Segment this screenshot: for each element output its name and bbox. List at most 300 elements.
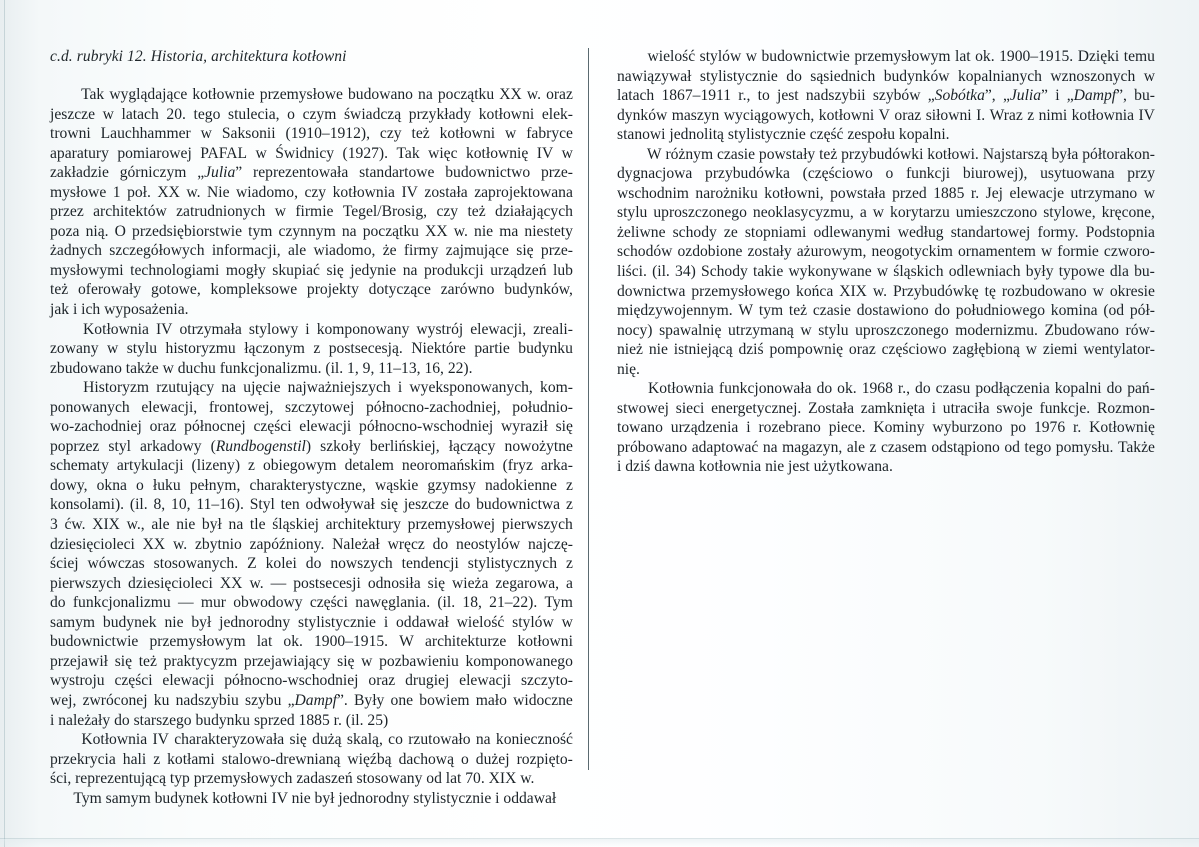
text-word: przybudówki [841, 145, 924, 163]
text-word: śląskiej [272, 516, 319, 534]
text-word: ten [280, 496, 300, 514]
text-line [617, 106, 1155, 126]
text-word: utraciła [942, 399, 990, 417]
text-word: detalem [344, 457, 394, 475]
text-word: wąskie [375, 476, 419, 494]
text-word: stylu [126, 340, 158, 358]
text-word: w [274, 203, 286, 221]
text-line [617, 164, 1155, 184]
paragraph-indent [617, 145, 643, 165]
text-word: ale [287, 242, 307, 260]
text-word: Należał [332, 535, 380, 553]
text-word: a [859, 204, 867, 222]
text-word: narożniku [695, 184, 758, 202]
text-word: ściej [50, 555, 79, 573]
text-word: się [516, 242, 534, 260]
paragraph [617, 379, 1155, 477]
text-word: kotłowi. [927, 145, 979, 163]
text-word: 21–22). [489, 594, 538, 612]
text-word: lat [256, 633, 273, 651]
text-word: one [390, 691, 414, 709]
text-word: na [221, 379, 237, 397]
text-word: górniczym [119, 164, 187, 182]
text-word: w. [186, 183, 201, 201]
text-word: się [427, 574, 445, 592]
text-word: Rozmon- [1096, 399, 1155, 417]
text-word: jeszcze [50, 105, 96, 123]
text-word: w [1025, 341, 1038, 359]
text-word: stopniami [744, 223, 807, 241]
text-line [50, 417, 573, 437]
text-word: arkadowy [140, 437, 202, 455]
text-word: kom- [540, 379, 573, 397]
text-word: okresie [1109, 282, 1155, 300]
text-word: przykłady [408, 105, 472, 123]
text-word: przemysłowego [691, 282, 791, 300]
text-word: 1976 [1033, 419, 1066, 437]
text-line [617, 301, 1155, 321]
text-word: tego [1024, 438, 1052, 456]
text-word: to [757, 87, 770, 105]
text-word: frontowej, [208, 398, 274, 416]
text-word: funkcje. [1039, 399, 1091, 417]
text-word: częściowo [881, 341, 947, 359]
text-word: też [411, 125, 430, 143]
text-word: urządzenia [670, 419, 739, 437]
text-word: początku [437, 86, 495, 103]
text-word: stylistycznie [298, 613, 376, 631]
text-word: pierwszych [50, 574, 122, 592]
text-word: maszyn [671, 106, 720, 124]
text-word: rzutujący [156, 379, 215, 397]
text-word: świadczą [343, 105, 402, 123]
text-word: bu- [1134, 87, 1155, 105]
text-word: stylu [617, 204, 648, 222]
text-word: wyburzono [932, 419, 1003, 437]
text-word: istniejącą [673, 341, 733, 359]
text-word: wznoszonych [1050, 67, 1136, 85]
text-word: „Sobótka”, [927, 87, 996, 105]
left-column [50, 85, 573, 808]
text-word: szkoły [320, 437, 361, 455]
text-line [50, 124, 573, 144]
text-word: stylowe, [1043, 204, 1096, 222]
text-word: budynek [102, 613, 157, 631]
text-line: i należały do starszego budynku sprzed 1885 r. (il. 25) [50, 711, 389, 729]
text-word: też [50, 281, 69, 299]
text-word: w. [453, 222, 468, 240]
text-word: z [248, 457, 255, 475]
text-word: do [305, 555, 322, 573]
text-word: oraz [368, 672, 396, 690]
text-word: był [201, 516, 222, 534]
text-word: stylów [512, 613, 554, 631]
text-word: Tak [396, 144, 420, 162]
text-word: i [746, 419, 751, 437]
text-word: sąsiednich [810, 67, 876, 85]
text-word: zwróconej [82, 691, 148, 709]
text-word: styl [108, 437, 131, 455]
text-word: wykonywane [788, 263, 872, 281]
text-word: powstały [758, 145, 816, 163]
text-word: wyraził [501, 418, 548, 436]
text-word: (il. [437, 594, 456, 612]
text-word: elewacji [299, 418, 352, 436]
text-word: zarówno [440, 281, 495, 299]
text-word: dla [1109, 263, 1129, 281]
text-word: najczę- [527, 535, 573, 553]
text-word: do [454, 496, 471, 514]
text-line [617, 242, 1155, 262]
text-word: Styl [249, 496, 275, 514]
text-word: elewacji, [141, 398, 198, 416]
text-word: „Julia” [197, 164, 243, 182]
text-word: PAFAL [200, 144, 248, 162]
text-word: mysłowymi [50, 261, 124, 279]
paragraph-indent [50, 378, 76, 398]
text-word: szybu [245, 691, 282, 709]
text-word: historyzmu [165, 340, 236, 358]
text-word: 1900–1915. [313, 633, 389, 651]
text-word: Kotłownia [648, 380, 714, 398]
text-word: kotłowni [439, 125, 496, 143]
text-word: ale [151, 516, 170, 534]
text-word: szczyto- [520, 672, 573, 690]
text-word: ok. [283, 633, 303, 651]
text-word: ozdobione [677, 243, 743, 261]
text-word: IV [1138, 106, 1155, 124]
text-word: w [876, 263, 889, 281]
text-word: Saksonii [221, 125, 276, 143]
text-line: i dziś dawna kotłownia nie jest użytkowana. [617, 458, 893, 476]
text-word: i [383, 613, 389, 631]
text-word: została [424, 183, 468, 201]
text-word: poł. [127, 183, 151, 201]
text-word: XX [142, 535, 166, 553]
text-word: pełnym, [189, 476, 241, 494]
text-word: północno-wschodniej [224, 672, 359, 690]
text-word: architektury [325, 516, 401, 534]
text-word: budynku [518, 340, 573, 358]
paragraph [50, 730, 573, 789]
text-word: funkcjonowała [718, 380, 812, 398]
text-word: z [313, 340, 321, 358]
text-word: uproszczonego [653, 204, 747, 222]
text-line [50, 730, 573, 750]
text-word: że [382, 242, 397, 260]
text-word: XIX [92, 516, 120, 534]
text-word: „Dampf”. [287, 691, 348, 709]
text-word: zaprojektowana [474, 183, 573, 201]
text-word: zajmujące [445, 242, 509, 260]
text-word: z [1027, 106, 1035, 124]
text-word: (1927). [342, 144, 389, 162]
text-word: nią. [85, 222, 109, 240]
text-word: berlińskiej, [369, 437, 440, 455]
text-word: gotowe, [150, 281, 201, 299]
text-word: w [505, 125, 517, 143]
text-line [617, 418, 1155, 438]
text-word: zapóźniony. [249, 535, 325, 553]
text-word: 10, [171, 496, 191, 514]
text-word: z [565, 496, 573, 514]
text-word: 8, [153, 496, 166, 514]
text-word: wyciągowych, [723, 106, 815, 124]
text-word: wyglądające [109, 86, 188, 103]
paragraph-indent [617, 47, 643, 67]
text-word: łuku [152, 476, 181, 494]
text-word: elewacji, [470, 320, 527, 338]
text-word: informacji, [211, 242, 281, 260]
text-word: wej, [50, 691, 77, 709]
text-word: ku [153, 691, 170, 709]
text-word: budownictwie [50, 633, 139, 651]
text-word: czynnym [278, 222, 336, 240]
text-word: tym [758, 302, 784, 320]
text-word: stylistycznych [467, 555, 558, 573]
text-word: i [397, 379, 403, 397]
text-word: XX [157, 183, 180, 201]
text-word: ornamentem [957, 243, 1036, 261]
text-word: Były [354, 691, 385, 709]
text-word: wielość [647, 48, 696, 65]
text-word: nowszych [330, 555, 393, 573]
text-word: bowiem [419, 691, 470, 709]
text-word: ażurowym, [796, 243, 867, 261]
text-word: jest [776, 87, 799, 105]
text-word: prze- [540, 242, 573, 260]
text-word: kotłownię [465, 144, 529, 162]
text-word: oddawał [396, 613, 449, 631]
text-line: Tym samym budynek kotłowni IV nie był jednorodny stylistycznie i oddawał [50, 789, 557, 807]
text-word: mur [200, 594, 226, 612]
text-word: Kotłownia [81, 731, 148, 749]
text-line [50, 652, 573, 672]
text-word: pierwszych [501, 516, 573, 534]
text-word: nawiązywał [617, 67, 692, 85]
text-word: rozbudowano [1001, 282, 1087, 300]
text-word: z [565, 555, 573, 573]
text-word: towano [617, 419, 663, 437]
text-line [617, 321, 1155, 341]
text-word: odlewanymi [813, 223, 891, 241]
text-word: ze [723, 223, 738, 241]
text-word: i [1055, 87, 1060, 105]
text-word: schematy [50, 457, 109, 475]
text-word: nie [648, 341, 668, 359]
text-word: (il. [129, 496, 148, 514]
text-word: w [1092, 282, 1104, 300]
text-word: łączonym [244, 340, 305, 358]
text-word: XIX [839, 282, 867, 300]
text-word: IV [152, 731, 169, 749]
text-word: utrzymano [1070, 184, 1138, 202]
text-word: w [255, 144, 267, 162]
text-word: do [1106, 380, 1123, 398]
text-word: standartowej [950, 223, 1031, 241]
text-line [50, 495, 573, 515]
text-word: przybudówka [705, 165, 790, 183]
text-word: — [178, 594, 194, 612]
text-line [50, 593, 573, 613]
text-word: oferowały [77, 281, 142, 299]
text-word: gzymsy [427, 476, 476, 494]
text-word: dziesięcioleci [50, 535, 135, 553]
text-word: na [341, 222, 357, 240]
text-word: aparatury [50, 144, 109, 162]
text-line [50, 222, 573, 242]
text-word: dużą [312, 731, 342, 749]
text-word: 1968 [861, 380, 893, 398]
text-word: dachową [398, 750, 454, 768]
text-line: stanowi jednolitą stylistycznie część zespołu kopalni. [617, 126, 950, 144]
text-word: tego [193, 105, 221, 123]
text-word: uproszczonego [855, 321, 949, 339]
text-line [50, 691, 573, 711]
text-word: wystrój [416, 320, 464, 338]
text-word: odstąpiono [931, 438, 1000, 456]
text-word: piece. [828, 419, 866, 437]
text-word: czasie [716, 145, 756, 163]
text-word: się [289, 731, 307, 749]
text-word: typowe [1058, 263, 1105, 281]
text-word: nowożytne [504, 437, 573, 455]
text-word: Zbudowano [1044, 321, 1119, 339]
text-word: wieża [452, 574, 489, 592]
text-word: praktycyzm [163, 652, 238, 670]
text-word: downictwa [617, 282, 686, 300]
text-word: (1910–1912), [285, 125, 370, 143]
text-word: elek- [541, 105, 573, 123]
text-word: południowego [955, 302, 1045, 320]
text-line [50, 183, 573, 203]
text-word: od [1004, 438, 1020, 456]
text-word: zreali- [533, 320, 573, 338]
text-word: skupiać [272, 261, 320, 279]
text-word: w [1040, 243, 1053, 261]
text-word: czym [302, 105, 337, 123]
text-word: 20. [166, 105, 186, 123]
text-word: adaptować [691, 438, 759, 456]
text-word: elewacji [162, 672, 215, 690]
text-word: odwoływał [305, 496, 375, 514]
text-word: schodów [617, 243, 673, 261]
text-word: 18, [462, 594, 482, 612]
text-word: lub [553, 261, 573, 279]
text-word: po [1010, 419, 1027, 437]
text-word: architektów [93, 203, 167, 221]
text-word: Najstarszą [982, 145, 1048, 163]
text-word: Schody [701, 263, 748, 281]
text-word: budownictwie [761, 48, 850, 65]
text-word: nadszybii [805, 87, 866, 105]
text-word: zbytnio [194, 535, 242, 553]
text-word: bu- [1134, 263, 1155, 281]
text-word: pań- [1127, 380, 1155, 398]
text-word: w. [173, 535, 188, 553]
text-word: ziemi [1042, 341, 1078, 359]
text-line [617, 67, 1155, 87]
text-word: korytarzu [890, 204, 950, 222]
text-word: rozpięto- [516, 750, 573, 768]
text-word: z [565, 476, 573, 494]
paragraph-indent [617, 379, 643, 399]
text-word: Świdnicy [275, 144, 335, 162]
text-line [617, 145, 1155, 165]
text-word: biurowej), [962, 165, 1028, 183]
text-word: przemysłowej [407, 516, 496, 534]
text-line [617, 86, 1155, 106]
text-word: standartowe [359, 164, 435, 182]
text-line [50, 339, 573, 359]
text-word: 1867–1911 [661, 87, 732, 105]
text-word: Jej [985, 184, 1003, 202]
text-word: stosowanych. [153, 555, 239, 573]
text-word: schody [672, 223, 717, 241]
text-word: kolei [265, 555, 297, 573]
text-word: o [136, 476, 144, 494]
text-line [50, 515, 573, 535]
text-word: nawęglania. [355, 594, 431, 612]
text-line [617, 47, 1155, 67]
text-word: Kotłownia [83, 320, 149, 338]
text-word: nadokienne [484, 476, 557, 494]
text-word: neoklasycyzmu, [752, 204, 854, 222]
text-word: Niektóre [411, 340, 466, 358]
text-word: komina [1050, 302, 1098, 320]
text-word: też [467, 203, 486, 221]
text-word: tym [248, 222, 273, 240]
text-word: przez [50, 203, 84, 221]
right-column [617, 47, 1155, 477]
text-word: W [399, 633, 414, 651]
text-word: Kotłownię [1089, 419, 1155, 437]
text-word: dowy, [50, 476, 88, 494]
text-word: nie [176, 516, 196, 534]
text-word: w [800, 321, 812, 339]
text-word: w [872, 204, 885, 222]
text-word: 11–16). [196, 496, 244, 514]
text-line [50, 320, 573, 340]
text-word: poprzez [50, 437, 100, 455]
text-word: wielość [456, 613, 505, 631]
text-word: w. [526, 86, 541, 103]
text-word: neogotyckim [871, 243, 953, 261]
text-word: postsecesji [293, 574, 361, 592]
text-word: dostawiono [856, 302, 929, 320]
text-word: i [305, 320, 310, 338]
text-word: wiadomo, [313, 242, 376, 260]
text-word: żadnych [50, 242, 102, 260]
text-word: 1 [112, 183, 121, 201]
text-word: produkcji [423, 261, 484, 279]
text-word: (Rundbogenstil) [210, 437, 312, 455]
text-word: Podstopnia [1085, 223, 1155, 241]
text-word: przy [1127, 165, 1155, 183]
text-word: stwowej [617, 399, 669, 417]
text-word: w [561, 144, 573, 162]
text-word: do [50, 594, 66, 612]
text-word: XX [499, 86, 522, 103]
text-word: stylowy [248, 320, 299, 338]
text-word: kotłowni [478, 105, 535, 123]
text-word: kompleksowe [210, 281, 298, 299]
text-word: dużej [475, 750, 510, 768]
text-word: zostały [747, 243, 792, 261]
text-line [617, 223, 1155, 243]
text-word: kotłownia [1071, 106, 1134, 124]
text-word: ćw. [64, 516, 86, 534]
